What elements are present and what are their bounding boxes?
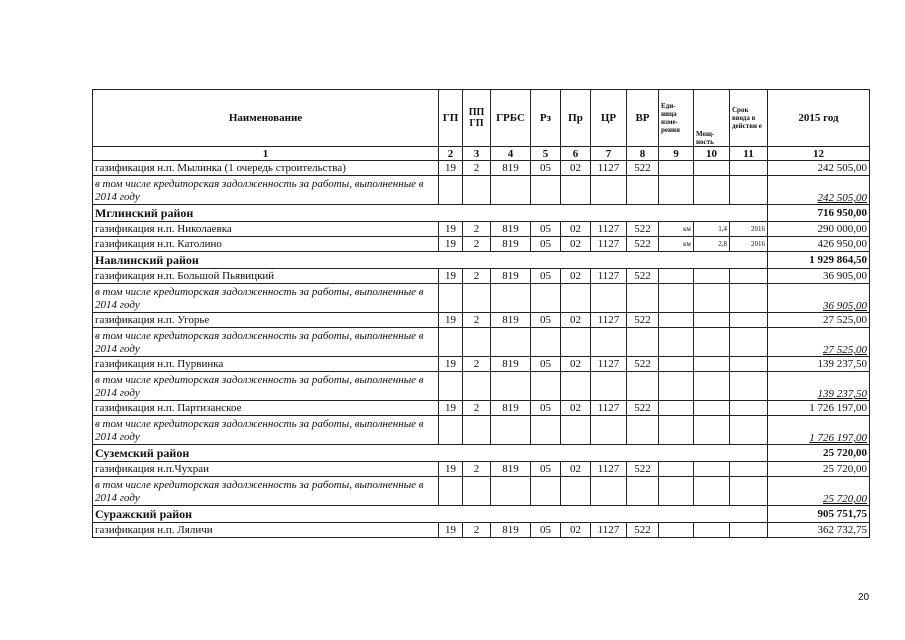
item-term xyxy=(730,269,768,284)
code-pr: 02 xyxy=(561,222,591,237)
header-pgp: ПП ГП xyxy=(463,90,491,147)
empty-cell xyxy=(463,477,491,506)
district-total: 716 950,00 xyxy=(768,205,870,222)
item-value: 25 720,00 xyxy=(768,462,870,477)
empty-cell xyxy=(591,477,627,506)
column-number: 5 xyxy=(531,147,561,161)
empty-cell xyxy=(659,372,694,401)
code-gp: 19 xyxy=(439,222,463,237)
code-pgp: 2 xyxy=(463,161,491,176)
code-pgp: 2 xyxy=(463,523,491,538)
empty-cell xyxy=(491,477,531,506)
item-term xyxy=(730,357,768,372)
item-name: газификация н.п.Чухраи xyxy=(93,462,439,477)
code-gp: 19 xyxy=(439,462,463,477)
item-unit xyxy=(659,313,694,328)
empty-cell xyxy=(491,284,531,313)
header-term: Срок ввода в действи е xyxy=(730,90,768,147)
item-unit xyxy=(659,462,694,477)
empty-cell xyxy=(531,477,561,506)
debt-note-value: 139 237,50 xyxy=(768,372,870,401)
empty-cell xyxy=(591,176,627,205)
code-pgp: 2 xyxy=(463,269,491,284)
code-grbs: 819 xyxy=(491,462,531,477)
code-grbs: 819 xyxy=(491,161,531,176)
code-rz: 05 xyxy=(531,401,561,416)
column-number: 12 xyxy=(768,147,870,161)
item-value: 36 905,00 xyxy=(768,269,870,284)
district-total: 25 720,00 xyxy=(768,445,870,462)
table-row xyxy=(93,357,870,372)
code-pgp: 2 xyxy=(463,237,491,252)
code-rz: 05 xyxy=(531,313,561,328)
empty-cell xyxy=(591,284,627,313)
item-value: 139 237,50 xyxy=(768,357,870,372)
header-name: Наименование xyxy=(93,90,439,147)
empty-cell xyxy=(531,328,561,357)
header-power: Мощ-ность xyxy=(694,90,730,147)
code-rz: 05 xyxy=(531,237,561,252)
code-rz: 05 xyxy=(531,357,561,372)
item-value: 290 000,00 xyxy=(768,222,870,237)
budget-table xyxy=(92,89,870,538)
header-pr: Пр xyxy=(561,90,591,147)
item-power xyxy=(694,161,730,176)
debt-note-text: в том числе кредиторская задолженность за работы, выполненные в 2014 году xyxy=(93,372,439,401)
code-pr: 02 xyxy=(561,313,591,328)
table-row xyxy=(93,237,870,252)
empty-cell xyxy=(531,284,561,313)
code-pgp: 2 xyxy=(463,313,491,328)
item-unit: км xyxy=(659,222,694,237)
code-vr: 522 xyxy=(627,401,659,416)
empty-cell xyxy=(627,372,659,401)
empty-cell xyxy=(659,416,694,445)
empty-cell xyxy=(463,328,491,357)
table-row xyxy=(93,523,870,538)
item-unit xyxy=(659,401,694,416)
item-value: 27 525,00 xyxy=(768,313,870,328)
code-cr: 1127 xyxy=(591,523,627,538)
district-name: Суражский район xyxy=(93,506,768,523)
column-number-row xyxy=(93,147,870,161)
empty-cell xyxy=(730,416,768,445)
item-value: 362 732,75 xyxy=(768,523,870,538)
empty-cell xyxy=(591,328,627,357)
code-grbs: 819 xyxy=(491,237,531,252)
code-vr: 522 xyxy=(627,161,659,176)
empty-cell xyxy=(561,176,591,205)
debt-note-text: в том числе кредиторская задолженность за работы, выполненные в 2014 году xyxy=(93,416,439,445)
empty-cell xyxy=(627,284,659,313)
debt-note-row xyxy=(93,372,870,401)
empty-cell xyxy=(463,416,491,445)
debt-note-text: в том числе кредиторская задолженность за работы, выполненные в 2014 году xyxy=(93,477,439,506)
code-grbs: 819 xyxy=(491,313,531,328)
code-pgp: 2 xyxy=(463,462,491,477)
debt-note-row xyxy=(93,416,870,445)
empty-cell xyxy=(694,477,730,506)
code-gp: 19 xyxy=(439,237,463,252)
code-cr: 1127 xyxy=(591,401,627,416)
header-vr: ВР xyxy=(627,90,659,147)
debt-note-value: 242 505,00 xyxy=(768,176,870,205)
debt-note-value: 27 525,00 xyxy=(768,328,870,357)
code-cr: 1127 xyxy=(591,161,627,176)
column-number: 11 xyxy=(730,147,768,161)
column-number: 7 xyxy=(591,147,627,161)
code-cr: 1127 xyxy=(591,313,627,328)
column-number: 10 xyxy=(694,147,730,161)
code-grbs: 819 xyxy=(491,357,531,372)
code-pr: 02 xyxy=(561,357,591,372)
district-row xyxy=(93,205,870,222)
empty-cell xyxy=(561,284,591,313)
debt-note-text: в том числе кредиторская задолженность за работы, выполненные в 2014 году xyxy=(93,176,439,205)
item-unit xyxy=(659,269,694,284)
district-row xyxy=(93,445,870,462)
code-vr: 522 xyxy=(627,222,659,237)
empty-cell xyxy=(561,328,591,357)
empty-cell xyxy=(627,416,659,445)
empty-cell xyxy=(694,416,730,445)
empty-cell xyxy=(659,176,694,205)
item-value: 242 505,00 xyxy=(768,161,870,176)
district-name: Суземский район xyxy=(93,445,768,462)
empty-cell xyxy=(439,328,463,357)
code-gp: 19 xyxy=(439,313,463,328)
item-term xyxy=(730,313,768,328)
empty-cell xyxy=(694,372,730,401)
debt-note-row xyxy=(93,477,870,506)
district-name: Навлинский район xyxy=(93,252,768,269)
code-cr: 1127 xyxy=(591,269,627,284)
code-vr: 522 xyxy=(627,523,659,538)
column-number: 4 xyxy=(491,147,531,161)
code-gp: 19 xyxy=(439,523,463,538)
empty-cell xyxy=(491,176,531,205)
empty-cell xyxy=(463,372,491,401)
code-vr: 522 xyxy=(627,357,659,372)
code-vr: 522 xyxy=(627,313,659,328)
item-name: газификация н.п. Мылинка (1 очередь строительства) xyxy=(93,161,439,176)
debt-note-value: 25 720,00 xyxy=(768,477,870,506)
item-name: газификация н.п. Николаевка xyxy=(93,222,439,237)
column-number: 3 xyxy=(463,147,491,161)
empty-cell xyxy=(730,176,768,205)
item-term xyxy=(730,462,768,477)
code-rz: 05 xyxy=(531,269,561,284)
table-row xyxy=(93,462,870,477)
code-rz: 05 xyxy=(531,523,561,538)
item-unit: км xyxy=(659,237,694,252)
code-gp: 19 xyxy=(439,357,463,372)
item-name: газификация н.п. Пурвинка xyxy=(93,357,439,372)
empty-cell xyxy=(531,416,561,445)
empty-cell xyxy=(561,416,591,445)
empty-cell xyxy=(591,416,627,445)
empty-cell xyxy=(531,372,561,401)
code-grbs: 819 xyxy=(491,401,531,416)
item-power xyxy=(694,357,730,372)
code-pr: 02 xyxy=(561,401,591,416)
item-unit xyxy=(659,357,694,372)
column-number: 8 xyxy=(627,147,659,161)
code-pr: 02 xyxy=(561,237,591,252)
table-row xyxy=(93,161,870,176)
table-row xyxy=(93,222,870,237)
debt-note-row xyxy=(93,328,870,357)
empty-cell xyxy=(439,284,463,313)
district-total: 1 929 864,50 xyxy=(768,252,870,269)
debt-note-text: в том числе кредиторская задолженность за работы, выполненные в 2014 году xyxy=(93,284,439,313)
code-pr: 02 xyxy=(561,462,591,477)
empty-cell xyxy=(659,477,694,506)
empty-cell xyxy=(627,176,659,205)
code-vr: 522 xyxy=(627,237,659,252)
district-name: Мглинский район xyxy=(93,205,768,222)
header-grbs: ГРБС xyxy=(491,90,531,147)
code-pgp: 2 xyxy=(463,401,491,416)
empty-cell xyxy=(730,372,768,401)
header-row xyxy=(93,90,870,147)
code-vr: 522 xyxy=(627,462,659,477)
empty-cell xyxy=(531,176,561,205)
empty-cell xyxy=(561,372,591,401)
item-name: газификация н.п. Угорье xyxy=(93,313,439,328)
column-number: 6 xyxy=(561,147,591,161)
debt-note-row xyxy=(93,176,870,205)
item-power xyxy=(694,523,730,538)
item-term: 2016 xyxy=(730,222,768,237)
code-pgp: 2 xyxy=(463,357,491,372)
code-cr: 1127 xyxy=(591,237,627,252)
item-power: 1,4 xyxy=(694,222,730,237)
item-unit xyxy=(659,523,694,538)
code-cr: 1127 xyxy=(591,222,627,237)
code-grbs: 819 xyxy=(491,222,531,237)
empty-cell xyxy=(627,477,659,506)
code-gp: 19 xyxy=(439,269,463,284)
page-number: 20 xyxy=(858,592,870,603)
table-row xyxy=(93,313,870,328)
header-year: 2015 год xyxy=(768,90,870,147)
item-name: газификация н.п. Партизанское xyxy=(93,401,439,416)
empty-cell xyxy=(561,477,591,506)
code-pr: 02 xyxy=(561,523,591,538)
debt-note-row xyxy=(93,284,870,313)
item-term: 2016 xyxy=(730,237,768,252)
item-value: 1 726 197,00 xyxy=(768,401,870,416)
item-term xyxy=(730,523,768,538)
debt-note-value: 36 905,00 xyxy=(768,284,870,313)
empty-cell xyxy=(659,284,694,313)
empty-cell xyxy=(463,284,491,313)
header-gp: ГП xyxy=(439,90,463,147)
empty-cell xyxy=(730,328,768,357)
code-gp: 19 xyxy=(439,161,463,176)
empty-cell xyxy=(491,328,531,357)
code-cr: 1127 xyxy=(591,357,627,372)
empty-cell xyxy=(491,416,531,445)
code-pgp: 2 xyxy=(463,222,491,237)
item-value: 426 950,00 xyxy=(768,237,870,252)
debt-note-value: 1 726 197,00 xyxy=(768,416,870,445)
empty-cell xyxy=(694,328,730,357)
district-row xyxy=(93,506,870,523)
item-name: газификация н.п. Ляличи xyxy=(93,523,439,538)
code-rz: 05 xyxy=(531,222,561,237)
item-power xyxy=(694,462,730,477)
table-row xyxy=(93,269,870,284)
header-unit: Еди-ница изме-рения xyxy=(659,90,694,147)
code-vr: 522 xyxy=(627,269,659,284)
column-number: 1 xyxy=(93,147,439,161)
empty-cell xyxy=(463,176,491,205)
item-unit xyxy=(659,161,694,176)
empty-cell xyxy=(439,477,463,506)
item-term xyxy=(730,401,768,416)
empty-cell xyxy=(439,176,463,205)
item-term xyxy=(730,161,768,176)
header-cr: ЦР xyxy=(591,90,627,147)
table-row xyxy=(93,401,870,416)
code-grbs: 819 xyxy=(491,523,531,538)
item-power xyxy=(694,313,730,328)
column-number: 2 xyxy=(439,147,463,161)
debt-note-text: в том числе кредиторская задолженность за работы, выполненные в 2014 году xyxy=(93,328,439,357)
code-pr: 02 xyxy=(561,269,591,284)
empty-cell xyxy=(491,372,531,401)
empty-cell xyxy=(694,176,730,205)
item-name: газификация н.п. Католино xyxy=(93,237,439,252)
code-rz: 05 xyxy=(531,462,561,477)
header-rz: Рз xyxy=(531,90,561,147)
empty-cell xyxy=(627,328,659,357)
empty-cell xyxy=(591,372,627,401)
district-row xyxy=(93,252,870,269)
item-name: газификация н.п. Большой Пьявицкий xyxy=(93,269,439,284)
empty-cell xyxy=(730,477,768,506)
item-power xyxy=(694,401,730,416)
item-power xyxy=(694,269,730,284)
code-cr: 1127 xyxy=(591,462,627,477)
empty-cell xyxy=(439,372,463,401)
code-pr: 02 xyxy=(561,161,591,176)
empty-cell xyxy=(730,284,768,313)
column-number: 9 xyxy=(659,147,694,161)
item-power: 2,8 xyxy=(694,237,730,252)
empty-cell xyxy=(694,284,730,313)
code-grbs: 819 xyxy=(491,269,531,284)
code-rz: 05 xyxy=(531,161,561,176)
empty-cell xyxy=(659,328,694,357)
district-total: 905 751,75 xyxy=(768,506,870,523)
code-gp: 19 xyxy=(439,401,463,416)
empty-cell xyxy=(439,416,463,445)
